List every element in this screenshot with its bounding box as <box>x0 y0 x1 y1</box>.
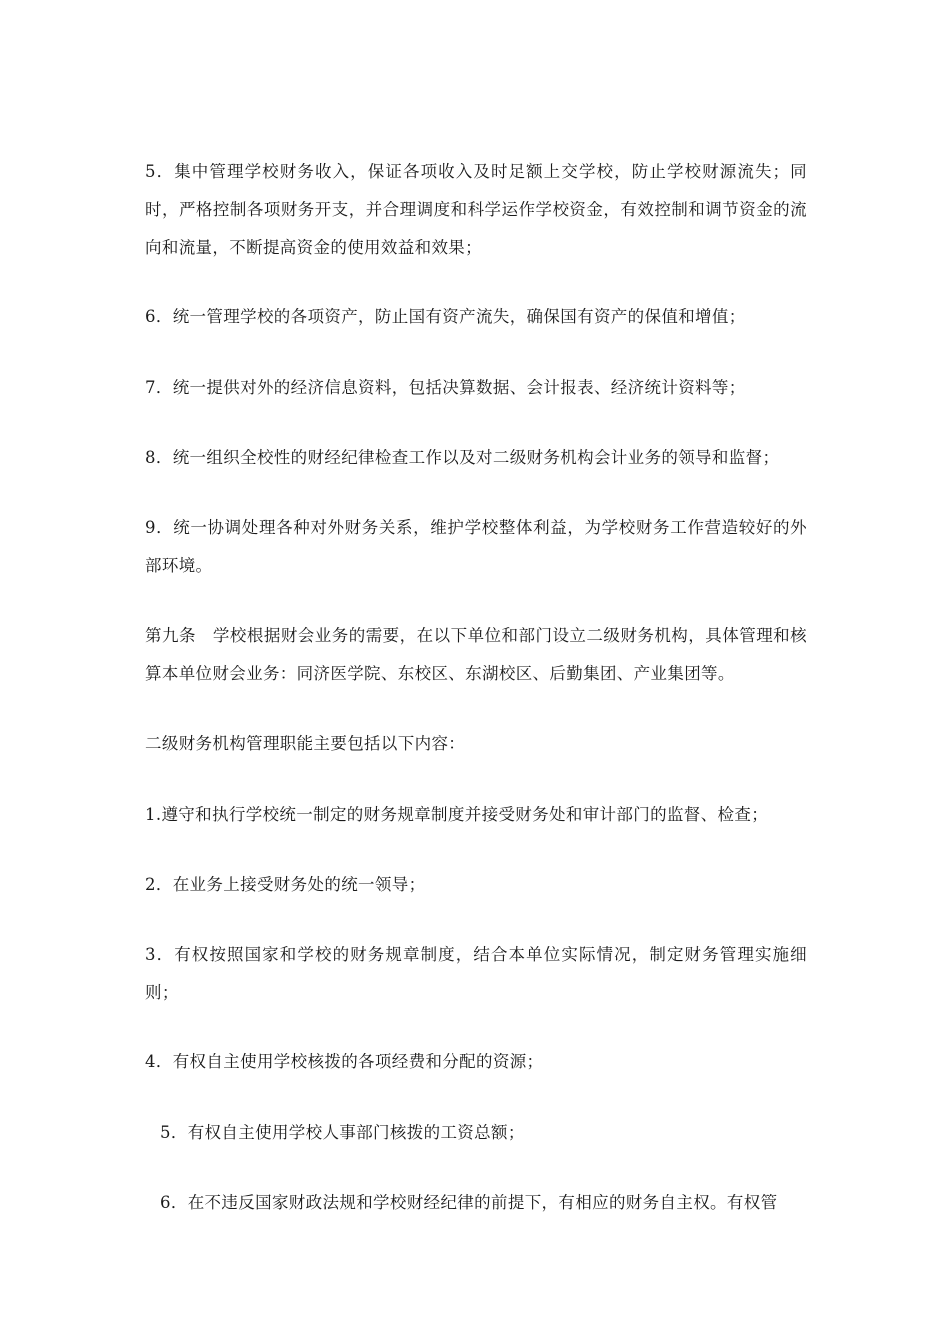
function-item-4: 4．有权自主使用学校核拨的各项经费和分配的资源； <box>145 1052 544 1071</box>
function-item-5: 5．有权自主使用学校人事部门核拨的工资总额； <box>160 1123 525 1142</box>
paragraph-item-9: 9．统一协调处理各种对外财务关系，维护学校整体利益，为学校财务工作营造较好的外部环境。 <box>145 518 807 575</box>
paragraph-item-7: 7．统一提供对外的经济信息资料，包括决算数据、会计报表、经济统计资料等； <box>145 378 746 397</box>
paragraph-item-6: 6．统一管理学校的各项资产，防止国有资产流失，确保国有资产的保值和增值； <box>145 307 746 326</box>
paragraph-item-5: 5．集中管理学校财务收入，保证各项收入及时足额上交学校，防止学校财源流失；同时，严格控制各项财务开支，并合理调度和科学运作学校资金，有效控制和调节资金的流向和流量，不断提高资金的使用效益和效果； <box>145 162 807 257</box>
function-item-6: 6．在不违反国家财政法规和学校财经纪律的前提下，有相应的财务自主权。有权管 <box>160 1193 778 1212</box>
function-item-3: 3．有权按照国家和学校的财务规章制度，结合本单位实际情况，制定财务管理实施细则； <box>145 945 807 1002</box>
article-nine-paragraph: 第九条 学校根据财会业务的需要，在以下单位和部门设立二级财务机构，具体管理和核算本单位财会业务：同济医学院、东校区、东湖校区、后勤集团、产业集团等。 <box>145 626 807 683</box>
paragraph-item-8: 8．统一组织全校性的财经纪律检查工作以及对二级财务机构会计业务的领导和监督； <box>145 448 780 467</box>
functions-intro-paragraph: 二级财务机构管理职能主要包括以下内容： <box>145 734 466 753</box>
function-item-1: 1.遵守和执行学校统一制定的财务规章制度并接受财务处和审计部门的监督、检查； <box>145 805 769 824</box>
function-item-2: 2．在业务上接受财务处的统一领导； <box>145 875 426 894</box>
